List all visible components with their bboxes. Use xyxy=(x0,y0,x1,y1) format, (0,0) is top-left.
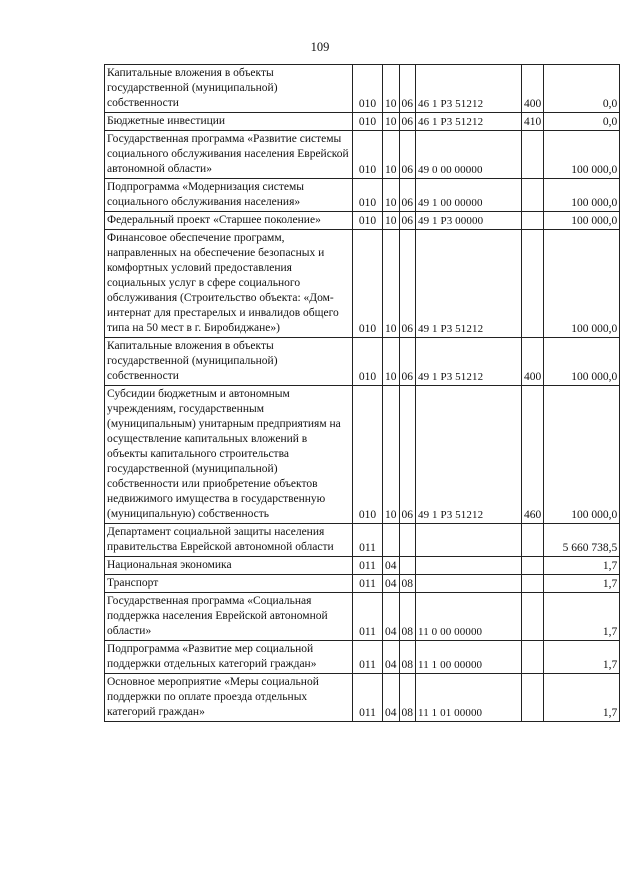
amount: 100 000,0 xyxy=(544,338,620,386)
table-row xyxy=(105,674,620,722)
amount: 1,7 xyxy=(544,593,620,641)
subsection-code: 06 xyxy=(399,230,416,338)
expense-type-code xyxy=(522,179,544,212)
amount: 100 000,0 xyxy=(544,386,620,524)
section-code: 10 xyxy=(383,113,400,131)
expense-type-code xyxy=(522,557,544,575)
amount: 100 000,0 xyxy=(544,179,620,212)
expense-type-code: 460 xyxy=(522,386,544,524)
expense-type-code xyxy=(522,212,544,230)
table-row xyxy=(105,593,620,641)
table-row xyxy=(105,575,620,593)
table-row xyxy=(105,230,620,338)
target-article-code: 46 1 Р3 51212 xyxy=(416,65,522,113)
amount: 100 000,0 xyxy=(544,230,620,338)
target-article-code xyxy=(416,557,522,575)
table-row xyxy=(105,386,620,524)
expense-type-code xyxy=(522,230,544,338)
ved-code: 011 xyxy=(353,575,383,593)
section-code: 04 xyxy=(383,557,400,575)
ved-code: 010 xyxy=(353,338,383,386)
target-article-code xyxy=(416,524,522,557)
target-article-code: 49 1 00 00000 xyxy=(416,179,522,212)
row-name: Финансовое обеспечение программ, направленных на обеспечение безопасных и комфортных условий предоставления социальных услуг в сфере социального обслуживания (Строительство объекта: «Дом-интернат для престарелых и инвалидов общего типа на 50 мест в г. Биробиджане») xyxy=(105,230,353,338)
section-code: 04 xyxy=(383,593,400,641)
amount: 5 660 738,5 xyxy=(544,524,620,557)
ved-code: 010 xyxy=(353,179,383,212)
subsection-code: 08 xyxy=(399,641,416,674)
row-name: Государственная программа «Развитие системы социального обслуживания населения Еврейской автономной области» xyxy=(105,131,353,179)
amount: 1,7 xyxy=(544,557,620,575)
table-row xyxy=(105,557,620,575)
table-row xyxy=(105,641,620,674)
section-code: 10 xyxy=(383,230,400,338)
row-name: Подпрограмма «Модернизация системы социального обслуживания населения» xyxy=(105,179,353,212)
section-code: 10 xyxy=(383,386,400,524)
section-code: 04 xyxy=(383,641,400,674)
ved-code: 010 xyxy=(353,212,383,230)
ved-code: 011 xyxy=(353,557,383,575)
ved-code: 010 xyxy=(353,65,383,113)
section-code: 04 xyxy=(383,674,400,722)
expense-type-code xyxy=(522,131,544,179)
target-article-code: 49 1 Р3 00000 xyxy=(416,212,522,230)
section-code: 10 xyxy=(383,338,400,386)
page-number: 109 xyxy=(310,40,330,54)
ved-code: 010 xyxy=(353,113,383,131)
subsection-code: 06 xyxy=(399,338,416,386)
row-name: Федеральный проект «Старшее поколение» xyxy=(105,212,353,230)
ved-code: 010 xyxy=(353,131,383,179)
row-name: Департамент социальной защиты населения правительства Еврейской автономной области xyxy=(105,524,353,557)
row-name: Транспорт xyxy=(105,575,353,593)
target-article-code: 49 1 Р3 51212 xyxy=(416,230,522,338)
subsection-code: 06 xyxy=(399,65,416,113)
amount: 100 000,0 xyxy=(544,131,620,179)
amount: 1,7 xyxy=(544,641,620,674)
table-row xyxy=(105,131,620,179)
target-article-code: 11 0 00 00000 xyxy=(416,593,522,641)
table-row xyxy=(105,212,620,230)
ved-code: 011 xyxy=(353,674,383,722)
row-name: Капитальные вложения в объекты государственной (муниципальной) собственности xyxy=(105,65,353,113)
subsection-code: 06 xyxy=(399,131,416,179)
subsection-code: 08 xyxy=(399,593,416,641)
table-row xyxy=(105,65,620,113)
subsection-code: 08 xyxy=(399,575,416,593)
row-name: Субсидии бюджетным и автономным учреждениям, государственным (муниципальным) унитарным предприятиям на осуществление капитальных вложений в объекты капитального строительства государственной (муниципальной) собственности или приобретение объектов недвижимого имущества в государственную (муниципальную) собственность xyxy=(105,386,353,524)
target-article-code: 11 1 01 00000 xyxy=(416,674,522,722)
subsection-code: 06 xyxy=(399,113,416,131)
amount: 100 000,0 xyxy=(544,212,620,230)
section-code: 10 xyxy=(383,212,400,230)
subsection-code: 06 xyxy=(399,386,416,524)
row-name: Подпрограмма «Развитие мер социальной поддержки отдельных категорий граждан» xyxy=(105,641,353,674)
section-code: 04 xyxy=(383,575,400,593)
subsection-code: 08 xyxy=(399,674,416,722)
expense-type-code: 400 xyxy=(522,338,544,386)
expense-type-code: 410 xyxy=(522,113,544,131)
amount: 0,0 xyxy=(544,113,620,131)
section-code: 10 xyxy=(383,131,400,179)
target-article-code xyxy=(416,575,522,593)
section-code xyxy=(383,524,400,557)
section-code: 10 xyxy=(383,65,400,113)
target-article-code: 49 0 00 00000 xyxy=(416,131,522,179)
ved-code: 010 xyxy=(353,230,383,338)
ved-code: 010 xyxy=(353,386,383,524)
table-row xyxy=(105,179,620,212)
amount: 1,7 xyxy=(544,575,620,593)
target-article-code: 49 1 Р3 51212 xyxy=(416,386,522,524)
expense-type-code xyxy=(522,641,544,674)
expense-type-code: 400 xyxy=(522,65,544,113)
row-name: Капитальные вложения в объекты государственной (муниципальной) собственности xyxy=(105,338,353,386)
row-name: Государственная программа «Социальная поддержка населения Еврейской автономной области» xyxy=(105,593,353,641)
table-row xyxy=(105,338,620,386)
budget-table-body xyxy=(105,65,620,722)
row-name: Бюджетные инвестиции xyxy=(105,113,353,131)
amount: 1,7 xyxy=(544,674,620,722)
section-code: 10 xyxy=(383,179,400,212)
expense-type-code xyxy=(522,674,544,722)
target-article-code: 46 1 Р3 51212 xyxy=(416,113,522,131)
amount: 0,0 xyxy=(544,65,620,113)
budget-table xyxy=(104,64,620,722)
target-article-code: 11 1 00 00000 xyxy=(416,641,522,674)
expense-type-code xyxy=(522,524,544,557)
target-article-code: 49 1 Р3 51212 xyxy=(416,338,522,386)
row-name: Национальная экономика xyxy=(105,557,353,575)
table-row xyxy=(105,113,620,131)
ved-code: 011 xyxy=(353,641,383,674)
subsection-code: 06 xyxy=(399,212,416,230)
row-name: Основное мероприятие «Меры социальной поддержки по оплате проезда отдельных категорий граждан» xyxy=(105,674,353,722)
expense-type-code xyxy=(522,575,544,593)
table-row xyxy=(105,524,620,557)
subsection-code xyxy=(399,557,416,575)
subsection-code xyxy=(399,524,416,557)
subsection-code: 06 xyxy=(399,179,416,212)
ved-code: 011 xyxy=(353,524,383,557)
expense-type-code xyxy=(522,593,544,641)
ved-code: 011 xyxy=(353,593,383,641)
